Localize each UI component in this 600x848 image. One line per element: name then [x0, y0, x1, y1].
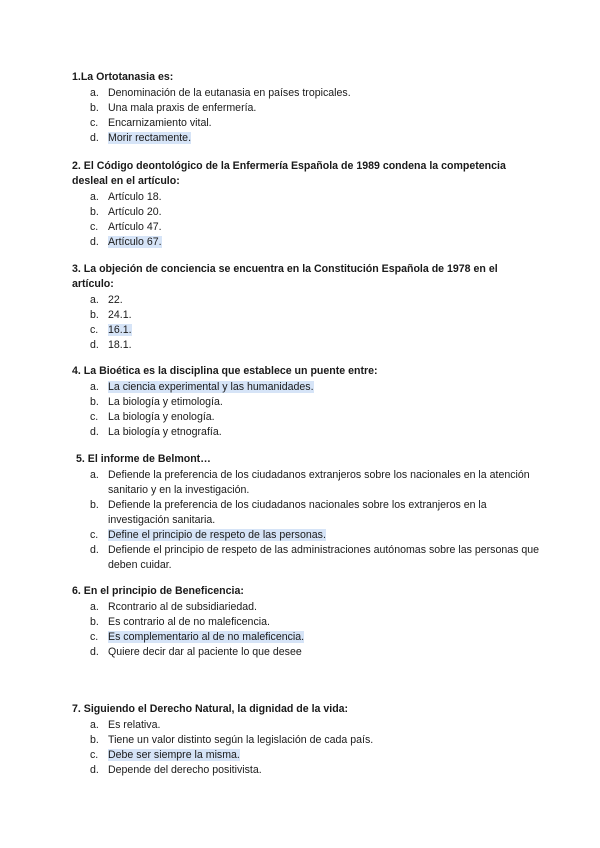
- option-text-highlighted: Debe ser siempre la misma.: [108, 749, 240, 761]
- option-text: Rcontrario al de subsidiariedad.: [108, 601, 257, 613]
- option-letter: d.: [90, 132, 99, 144]
- option-letter: b.: [90, 396, 99, 408]
- option-d: [72, 131, 542, 146]
- option-a: [72, 293, 542, 308]
- question-6: [72, 584, 542, 660]
- option-text: La biología y etimología.: [108, 396, 223, 408]
- option-letter: b.: [90, 102, 99, 114]
- option-a: [72, 718, 542, 733]
- question-title: 5. El informe de Belmont…: [76, 453, 211, 465]
- option-text: 24.1.: [108, 309, 132, 321]
- option-letter: a.: [90, 469, 99, 481]
- option-text: Defiende la preferencia de los ciudadanos extranjeros sobre los nacionales en la atención sanitario y en la investigación.: [108, 469, 530, 496]
- option-text: Una mala praxis de enfermería.: [108, 102, 257, 114]
- option-letter: b.: [90, 616, 99, 628]
- option-c: [72, 410, 542, 425]
- option-text-highlighted: Es complementario al de no maleficencia.: [108, 631, 305, 643]
- option-letter: c.: [90, 749, 99, 761]
- option-text-highlighted: Morir rectamente.: [108, 132, 192, 144]
- option-letter: d.: [90, 764, 99, 776]
- option-text: Encarnizamiento vital.: [108, 117, 212, 129]
- option-b: [72, 101, 542, 116]
- option-a: [72, 468, 546, 498]
- option-b: [72, 498, 546, 528]
- option-c: [72, 748, 542, 763]
- option-text: Es contrario al de no maleficencia.: [108, 616, 270, 628]
- question-title: 4. La Bioética es la disciplina que establece un puente entre:: [72, 365, 378, 377]
- question-title: 6. En el principio de Beneficencia:: [72, 585, 244, 597]
- option-text: Artículo 47.: [108, 221, 162, 233]
- question-1: [72, 70, 542, 146]
- option-text: 22.: [108, 294, 123, 306]
- option-letter: b.: [90, 206, 99, 218]
- option-letter: d.: [90, 426, 99, 438]
- question-title: 2. El Código deontológico de la Enfermería Española de 1989 condena la competencia desleal en el artículo:: [72, 160, 506, 187]
- option-text-highlighted: Artículo 67.: [108, 236, 162, 248]
- option-d: [72, 235, 542, 250]
- option-text: Defiende el principio de respeto de las administraciones autónomas sobre las personas que deben cuidar.: [108, 544, 540, 571]
- option-letter: b.: [90, 499, 99, 511]
- option-b: [72, 308, 542, 323]
- option-letter: b.: [90, 309, 99, 321]
- question-2: [72, 159, 542, 250]
- option-b: [72, 733, 542, 748]
- question-title: 1.La Ortotanasia es:: [72, 71, 174, 83]
- question-5: [76, 452, 546, 573]
- question-7: [72, 702, 542, 778]
- option-a: [72, 380, 542, 395]
- question-3: [72, 262, 542, 353]
- option-text: Artículo 18.: [108, 191, 162, 203]
- option-b: [72, 205, 542, 220]
- option-letter: b.: [90, 734, 99, 746]
- option-letter: c.: [90, 117, 99, 129]
- option-text: Depende del derecho positivista.: [108, 764, 262, 776]
- option-text: Artículo 20.: [108, 206, 162, 218]
- option-letter: c.: [90, 631, 99, 643]
- option-text: Defiende la preferencia de los ciudadanos nacionales sobre los extranjeros en la investigación sanitaria.: [108, 499, 487, 526]
- option-c: [72, 116, 542, 131]
- option-d: [72, 763, 542, 778]
- option-letter: d.: [90, 236, 99, 248]
- option-c: [72, 220, 542, 235]
- option-d: [72, 425, 542, 440]
- option-text: La biología y etnografía.: [108, 426, 222, 438]
- question-title: 7. Siguiendo el Derecho Natural, la dignidad de la vida:: [72, 703, 349, 715]
- option-text-highlighted: Define el principio de respeto de las personas.: [108, 529, 326, 541]
- option-text: La biología y enología.: [108, 411, 215, 423]
- option-d: [72, 543, 546, 573]
- option-a: [72, 190, 542, 205]
- option-letter: d.: [90, 339, 99, 351]
- option-d: [72, 645, 542, 660]
- option-letter: c.: [90, 221, 99, 233]
- option-letter: a.: [90, 601, 99, 613]
- option-a: [72, 86, 542, 101]
- option-letter: d.: [90, 544, 99, 556]
- question-4: [72, 364, 542, 440]
- option-c: [72, 528, 546, 543]
- option-d: [72, 338, 542, 353]
- option-text: Denominación de la eutanasia en países tropicales.: [108, 87, 351, 99]
- option-letter: a.: [90, 294, 99, 306]
- option-letter: a.: [90, 191, 99, 203]
- option-a: [72, 600, 542, 615]
- option-b: [72, 615, 542, 630]
- option-letter: a.: [90, 719, 99, 731]
- option-c: [72, 630, 542, 645]
- option-text: 18.1.: [108, 339, 132, 351]
- option-letter: c.: [90, 324, 99, 336]
- option-text-highlighted: 16.1.: [108, 324, 132, 336]
- option-text: Quiere decir dar al paciente lo que desee: [108, 646, 302, 658]
- option-b: [72, 395, 542, 410]
- option-text: Tiene un valor distinto según la legislación de cada país.: [108, 734, 374, 746]
- option-letter: c.: [90, 529, 99, 541]
- question-title: 3. La objeción de conciencia se encuentra en la Constitución Española de 1978 en el artículo:: [72, 263, 498, 290]
- option-letter: a.: [90, 381, 99, 393]
- option-text: Es relativa.: [108, 719, 161, 731]
- option-letter: a.: [90, 87, 99, 99]
- option-letter: c.: [90, 411, 99, 423]
- option-c: [72, 323, 542, 338]
- option-text-highlighted: La ciencia experimental y las humanidades.: [108, 381, 314, 393]
- option-letter: d.: [90, 646, 99, 658]
